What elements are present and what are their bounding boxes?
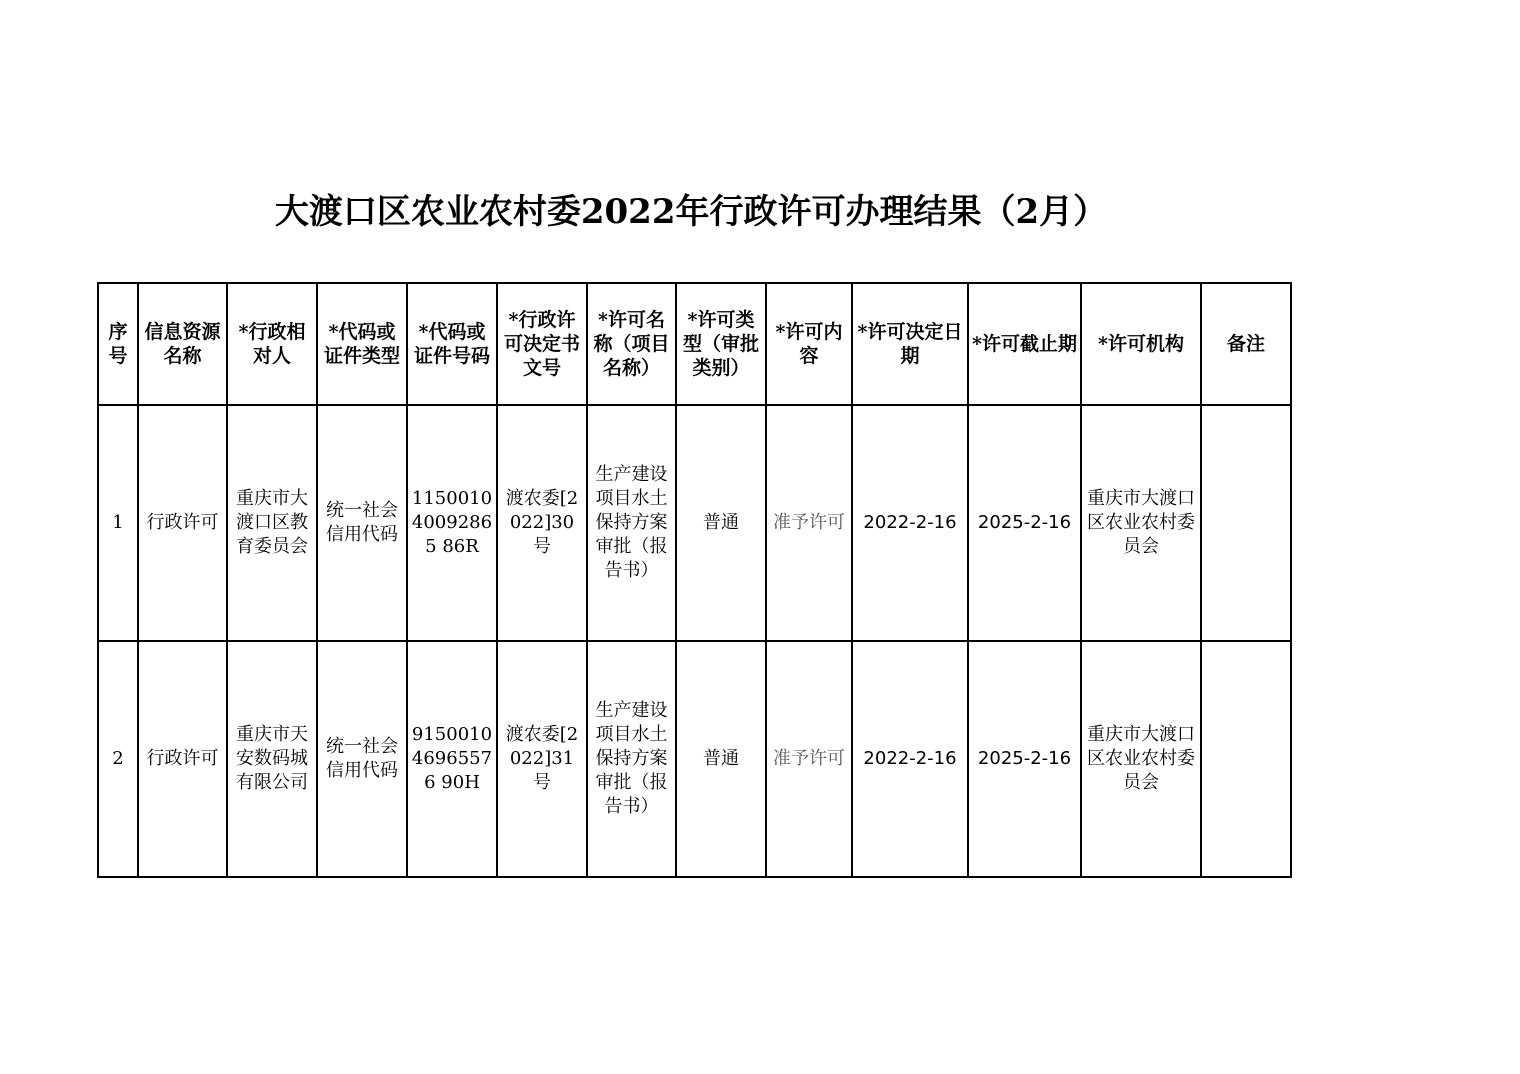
header-cell: *许可决定日期 [852,283,968,405]
decision-doc-cell: 渡农委[2022]31号 [497,641,587,877]
decision-doc-cell: 渡农委[2022]30号 [497,405,587,641]
permit-results-table [97,282,1292,878]
permit-name-cell: 生产建设项目水土保持方案审批（报告书） [587,641,676,877]
agency-cell: 重庆市大渡口区农业农村委员会 [1081,405,1201,641]
permit-content-cell: 准予许可 [766,641,852,877]
header-cell: *许可机构 [1081,283,1201,405]
header-cell: 备注 [1201,283,1291,405]
expiry-date-cell: 2025-2-16 [968,641,1081,877]
table-row [98,405,1291,641]
permit-type-cell: 普通 [676,405,766,641]
header-cell: *许可名称（项目名称） [587,283,676,405]
header-cell: *许可截止期 [968,283,1081,405]
code-number-cell: 115001040092865 86R [407,405,497,641]
code-number-cell: 915001046965576 90H [407,641,497,877]
resource-name-cell: 行政许可 [138,641,227,877]
note-cell [1201,405,1291,641]
page-title: 大渡口区农业农村委2022年行政许可办理结果（2月） [274,192,1108,232]
resource-name-cell: 行政许可 [138,405,227,641]
expiry-date-cell: 2025-2-16 [968,405,1081,641]
row-number-cell: 1 [98,405,138,641]
header-cell: *许可内容 [766,283,852,405]
agency-cell: 重庆市大渡口区农业农村委员会 [1081,641,1201,877]
table-row [98,641,1291,877]
party-cell: 重庆市天安数码城有限公司 [227,641,317,877]
permit-name-cell: 生产建设项目水土保持方案审批（报告书） [587,405,676,641]
header-cell: *许可类型（审批类别） [676,283,766,405]
header-cell: 序号 [98,283,138,405]
permit-content-cell: 准予许可 [766,405,852,641]
table-header-row [98,283,1291,405]
decision-date-cell: 2022-2-16 [852,405,968,641]
header-cell: *代码或证件类型 [317,283,407,405]
header-cell: *行政相对人 [227,283,317,405]
row-number-cell: 2 [98,641,138,877]
header-cell: *代码或证件号码 [407,283,497,405]
party-cell: 重庆市大渡口区教育委员会 [227,405,317,641]
decision-date-cell: 2022-2-16 [852,641,968,877]
code-type-cell: 统一社会信用代码 [317,405,407,641]
code-type-cell: 统一社会信用代码 [317,641,407,877]
permit-type-cell: 普通 [676,641,766,877]
header-cell: *行政许可决定书文号 [497,283,587,405]
header-cell: 信息资源名称 [138,283,227,405]
note-cell [1201,641,1291,877]
